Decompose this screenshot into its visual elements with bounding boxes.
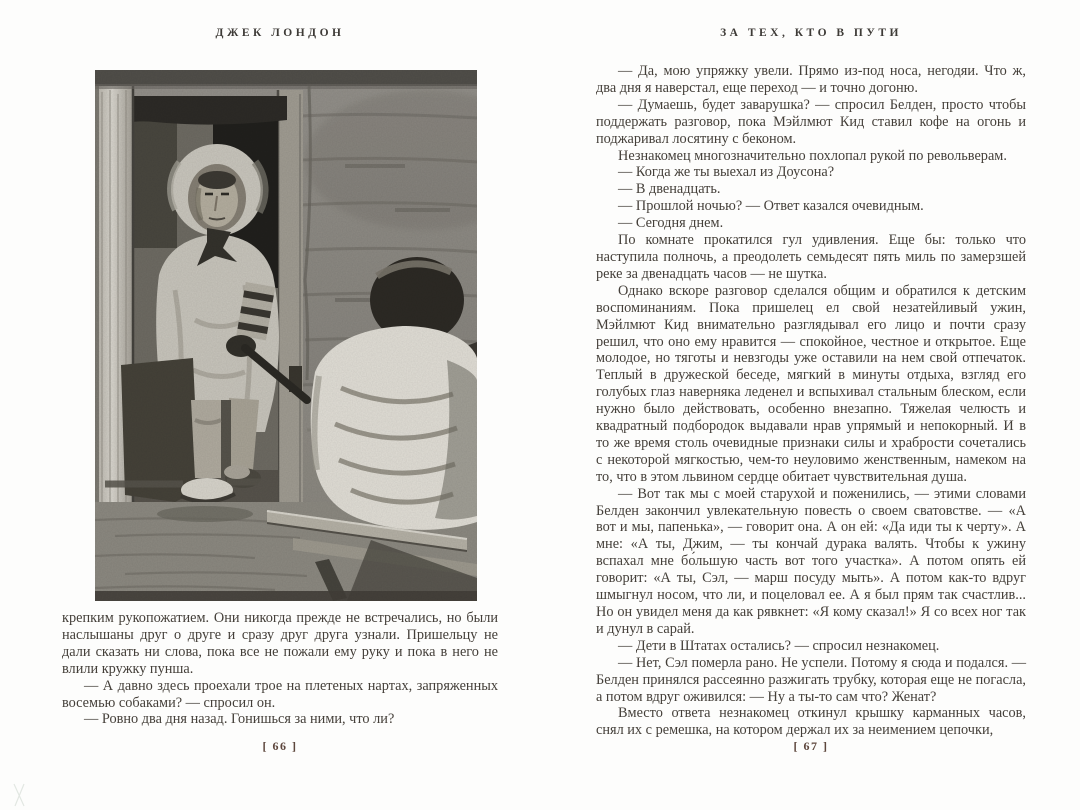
paragraph: — Да, мою упряжку увели. Прямо из-под носа, негодяи. Что ж, два дня я наверстал, еще переход — и точно догоню. [596,63,1026,96]
paragraph: — Когда же ты выехал из Доусона? [618,164,835,181]
paragraph: — Думаешь, будет заварушка? — спросил Белден, просто чтобы поддержать разговор, пока Мэйлмют Кид ставил кофе на огонь и поджаривал лосятину с беконом. [596,96,1026,147]
paragraph: Вместо ответа незнакомец откинул крышку карманных часов, снял их с ремешка, на котором держал их за неимением цепочки, [596,705,1026,739]
running-head-left: ДЖЕК ЛОНДОН [215,27,345,39]
doorway-scene-illustration [95,70,477,601]
paragraph: — А давно здесь проехали трое на плетеных нартах, запряженных восемью собаками? — спросил он. [62,677,498,711]
paragraph: Незнакомец многозначительно похлопал рукой по револьверам. [618,147,1007,164]
right-page [596,0,1026,810]
paragraph: По комнате прокатился гул удивления. Еще бы: только что наступила полночь, а преодолеть семьдесят пять миль по замерзшей реке за двенадцать часов — не шутка. [596,232,1026,282]
scan-artifact-mark [10,782,32,808]
page-number-left: [ 66 ] [262,739,298,753]
page-number-right: [ 67 ] [793,739,829,753]
paragraph: Однако вскоре разговор сделался общим и обратился к детским воспоминаниям. Пока пришелец ел свой незатейливый ужин, Мэйлмют Кид внимательно разглядывал его лицо и почти сразу решил, что оно ему нравится — спокойное, честное и открытое. Еще молодое, но тяготы и невзгоды уже оставили на нем свой отпечаток. Теплый в дружеской беседе, мягкий в минуты отдыха, взгляд его голубых глаз наверняка леденел и вспыхивал стальным блеском, если нужно было действовать, особенно внезапно. Тяжелая челюсть и квадратный подбородок выдавали нрав упрямый и непокорный. И в то же время столь очевидные признаки силы и храбрости сочетались с некоторой мягкостью, чем-то неуловимо женственным, намеком на то, что в этом львином сердце обитает чувствительная душа. [596,282,1026,485]
running-head-right: ЗА ТЕХ, КТО В ПУТИ [720,27,902,39]
paragraph: крепким рукопожатием. Они никогда прежде не встречались, но были наслышаны друг о друге и сразу друг друга узнали. Пришельцу не дали сказать ни слова, пока все не пожали ему руку и пока в него не влили кружку пунша. [62,610,498,677]
paragraph: — В двенадцать. [618,181,721,198]
paragraph: — Дети в Штатах остались? — спросил незнакомец. [618,637,940,654]
right-page-text [596,63,1026,739]
illustration-canvas [95,70,477,601]
paragraph: — Прошлой ночью? — Ответ казался очевидным. [618,198,924,215]
left-page-text [62,610,498,728]
paragraph: — Вот так мы с моей старухой и поженились, — этими словами Белден закончил увлекательную повесть о своем сватовстве. — «А вот и мы, папенька», — говорит она. А он ей: «Да иди ты к черту». А мне: «А ты, Джим, — ты кончай дурака валять. Чтобы к ужину вспахал мне бо́льшую часть вот того участка». А потом опять ей говорит: «А ты, Сэл, — марш посуду мыть». А потом как-то вдруг шмыгнул носом, что ли, и поцеловал ее. А я был прям так счастлив... Но он увидел меня да как рявкнет: «Я кому сказал!» Я со всех ног так и дунул в сарай. [596,485,1026,637]
paragraph: — Нет, Сэл померла рано. Не успели. Потому я сюда и подался. — Белден принялся рассеянно разжигать трубку, которая еще не погасла, а потом вдруг оживился: — Ну а ты-то сам что? Женат? [596,654,1026,705]
paragraph: — Сегодня днем. [618,215,724,232]
paragraph: — Ровно два дня назад. Гонишься за ними, что ли? [84,711,395,728]
